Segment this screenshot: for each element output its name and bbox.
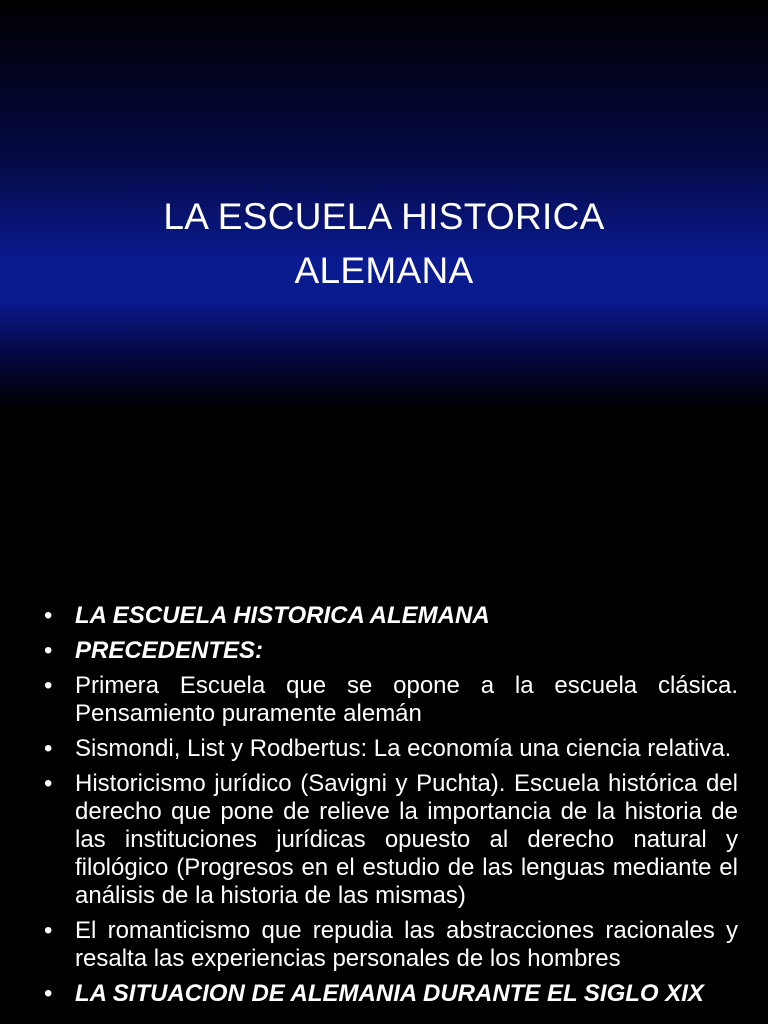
- slide-title: [0, 190, 768, 298]
- bullet-text: Historicismo jurídico (Savigni y Puchta). Escuela histórica del derecho que pone de relieve la importancia de la historia de las instituciones jurídicas opuesto al derecho natural y filológico (Progresos en el estudio de las lenguas mediante el análisis de la historia de las mismas): [75, 770, 738, 909]
- bullet-item: [44, 980, 738, 1008]
- bullet-item: [44, 735, 738, 763]
- bullet-text: El romanticismo que repudia las abstracciones racionales y resalta las experiencias personales de los hombres: [75, 917, 738, 972]
- bullet-text: LA ESCUELA HISTORICA ALEMANA: [75, 602, 490, 629]
- bullet-list: [44, 602, 738, 1015]
- bullet-item: [44, 672, 738, 728]
- bullet-icon: •: [44, 770, 53, 797]
- bullet-icon: •: [44, 735, 53, 762]
- bullet-icon: •: [44, 980, 53, 1007]
- bullet-item: [44, 602, 738, 630]
- bullet-item: [44, 770, 738, 910]
- bullet-text: LA SITUACION DE ALEMANIA DURANTE EL SIGLO XIX: [75, 980, 704, 1007]
- bullet-item: [44, 637, 738, 665]
- slide-title-line-1: LA ESCUELA HISTORICA: [163, 196, 605, 237]
- bullet-text: Sismondi, List y Rodbertus: La economía una ciencia relativa.: [75, 735, 732, 762]
- slide-title-line-2: ALEMANA: [294, 250, 474, 291]
- content-slide: [0, 576, 768, 1024]
- bullet-text: PRECEDENTES:: [75, 637, 264, 664]
- bullet-item: [44, 917, 738, 973]
- bullet-icon: •: [44, 917, 53, 944]
- bullet-text: Primera Escuela que se opone a la escuela clásica. Pensamiento puramente alemán: [75, 672, 738, 727]
- bullet-icon: •: [44, 672, 53, 699]
- bullet-icon: •: [44, 637, 53, 664]
- bullet-icon: •: [44, 602, 53, 629]
